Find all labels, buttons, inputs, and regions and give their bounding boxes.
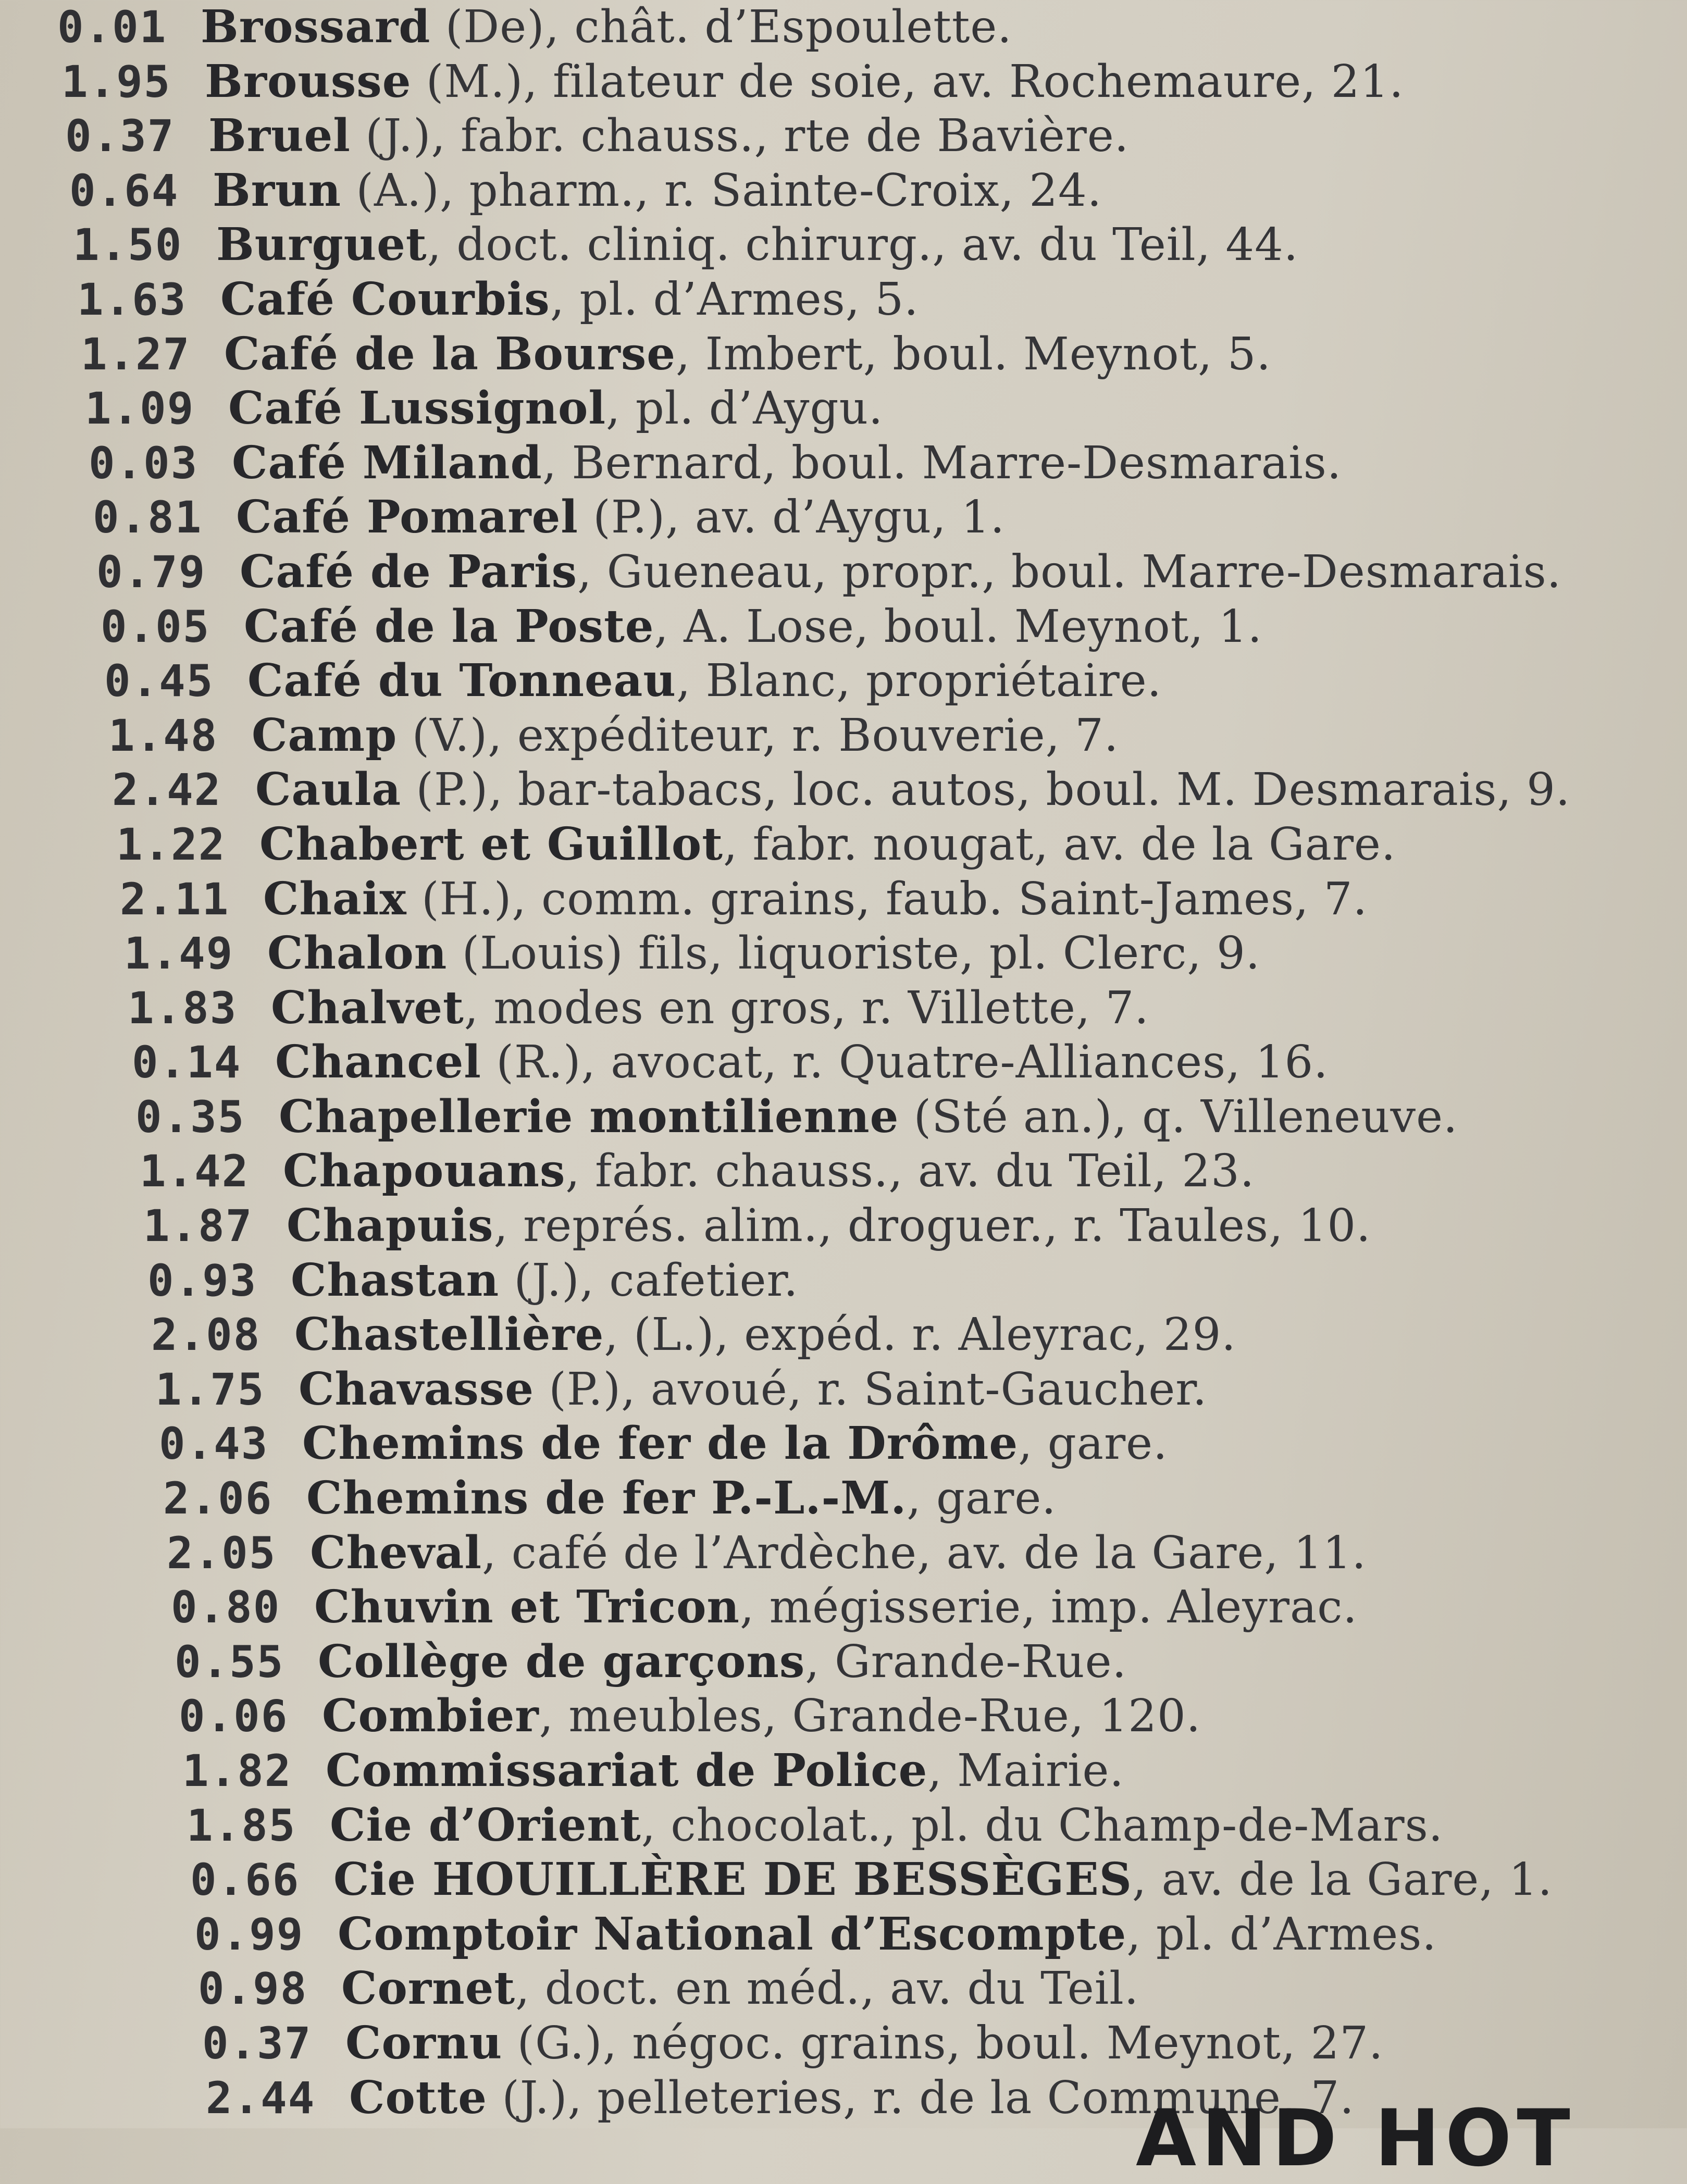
entry-name: Café de Paris — [240, 545, 578, 598]
entry-description: , fabr. nougat, av. de la Gare. — [723, 818, 1396, 871]
entry-code: 0.66 — [190, 1854, 300, 1906]
directory-entry — [112, 763, 1687, 817]
entry-description: , mégisserie, imp. Aleyrac. — [739, 1581, 1358, 1634]
entry-description: (J.), fabr. chauss., rte de Bavière. — [350, 110, 1130, 163]
entry-name: Cheval — [310, 1526, 482, 1579]
directory-entry — [202, 2016, 1687, 2071]
entry-description: (V.), expéditeur, r. Bouverie, 7. — [397, 709, 1119, 762]
directory-entry — [140, 1144, 1687, 1199]
entry-code: 0.80 — [171, 1582, 281, 1633]
entry-description: , gare. — [1018, 1418, 1168, 1470]
directory-entry — [93, 490, 1687, 545]
entry-code: 1.42 — [140, 1146, 250, 1197]
entry-code: 0.64 — [69, 165, 179, 216]
entry-description: , Mairie. — [927, 1745, 1124, 1797]
entry-name: Comptoir National d’Escompte — [338, 1907, 1127, 1960]
entry-name: Chemins de fer de la Drôme — [302, 1417, 1019, 1470]
directory-entry — [179, 1689, 1687, 1744]
entry-name: Café Miland — [232, 436, 542, 489]
entry-description: , (L.), expéd. r. Aleyrac, 29. — [604, 1309, 1236, 1361]
directory-entry — [132, 1035, 1687, 1090]
directory-entry — [155, 1362, 1687, 1417]
entry-code: 0.01 — [57, 2, 167, 53]
directory-entry — [89, 436, 1683, 491]
entry-name: Chancel — [275, 1036, 481, 1089]
entry-code: 0.99 — [194, 1908, 304, 1960]
entry-description: (R.), avocat, r. Quatre-Alliances, 16. — [481, 1036, 1329, 1089]
entry-description: (Louis) fils, liquoriste, pl. Clerc, 9. — [447, 927, 1261, 980]
entry-name: Cotte — [349, 2071, 487, 2124]
directory-entry — [85, 381, 1679, 436]
entry-description: , av. de la Gare, 1. — [1132, 1854, 1553, 1906]
entry-name: Brousse — [205, 55, 412, 108]
entry-description: (H.), comm. grains, faub. Saint-James, 7. — [406, 873, 1368, 925]
directory-entry — [159, 1417, 1687, 1471]
entry-description: , Blanc, propriétaire. — [676, 655, 1162, 708]
entry-description: (A.), pharm., r. Sainte-Croix, 24. — [341, 164, 1102, 217]
entry-name: Chaix — [263, 872, 407, 925]
entry-description: (P.), bar-tabacs, loc. autos, boul. M. Desmarais, 9. — [401, 764, 1571, 816]
directory-entry — [57, 0, 1652, 55]
entry-code: 1.50 — [73, 219, 183, 271]
entry-description: (M.), filateur de soie, av. Rochemaure, 21. — [411, 55, 1404, 108]
directory-entry — [187, 1798, 1687, 1853]
entry-name: Chapuis — [287, 1199, 494, 1252]
entry-code: 2.42 — [112, 764, 222, 816]
entry-description: , représ. alim., droguer., r. Taules, 10. — [493, 1200, 1371, 1252]
entry-name: Bruel — [208, 109, 351, 163]
entry-name: Café du Tonneau — [247, 654, 676, 708]
entry-name: Brun — [213, 164, 342, 217]
entry-description: , Imbert, boul. Meynot, 5. — [675, 328, 1271, 380]
entry-code: 0.43 — [159, 1418, 269, 1470]
entry-name: Brossard — [201, 1, 431, 53]
business-directory-list — [57, 0, 1652, 2125]
entry-name: Cie d’Orient — [330, 1798, 641, 1852]
directory-entry — [198, 1962, 1687, 2016]
entry-name: Chemins de fer P.-L.-M. — [306, 1472, 907, 1525]
entry-description: , café de l’Ardèche, av. de la Gare, 11. — [482, 1527, 1367, 1579]
entry-code: 2.05 — [167, 1527, 277, 1579]
entry-name: Chabert et Guillot — [259, 817, 723, 871]
entry-name: Chalon — [267, 927, 448, 980]
entry-name: Camp — [252, 709, 398, 762]
directory-entry — [163, 1471, 1687, 1526]
entry-name: Commissariat de Police — [326, 1744, 928, 1797]
entry-code: 0.81 — [93, 492, 203, 543]
entry-code: 1.48 — [108, 710, 218, 761]
entry-description: (J.), pelleteries, r. de la Commune, 7. — [487, 2071, 1355, 2124]
entry-code: 0.45 — [104, 655, 214, 707]
entry-description: (Sté an.), q. Villeneuve. — [899, 1090, 1458, 1143]
entry-name: Burguet — [216, 218, 427, 271]
entry-code: 2.11 — [120, 873, 230, 925]
entry-code: 0.37 — [65, 110, 175, 162]
entry-name: Cornu — [345, 2016, 503, 2069]
entry-code: 0.35 — [135, 1091, 245, 1143]
entry-description: (J.), cafetier. — [499, 1254, 799, 1307]
entry-description: , modes en gros, r. Villette, 7. — [464, 982, 1149, 1034]
directory-entry — [147, 1254, 1687, 1308]
entry-description: , A. Lose, boul. Meynot, 1. — [654, 600, 1262, 653]
entry-description: , gare. — [907, 1472, 1057, 1525]
entry-description: , chocolat., pl. du Champ-de-Mars. — [641, 1799, 1444, 1852]
entry-name: Chavasse — [299, 1362, 534, 1416]
directory-entry — [143, 1199, 1687, 1254]
directory-entry — [65, 109, 1659, 164]
entry-code: 1.87 — [143, 1200, 253, 1252]
entry-code: 0.93 — [147, 1255, 257, 1306]
entry-code: 0.14 — [132, 1037, 242, 1088]
entry-code: 1.82 — [182, 1745, 292, 1796]
directory-entry — [116, 817, 1687, 872]
entry-code: 1.49 — [124, 928, 234, 979]
directory-entry — [69, 164, 1664, 218]
entry-code: 0.06 — [179, 1691, 289, 1742]
entry-description: , pl. d’Armes. — [1126, 1908, 1437, 1960]
directory-entry — [73, 218, 1667, 272]
directory-entry — [194, 1907, 1687, 1962]
entry-name: Collège de garçons — [318, 1635, 805, 1688]
directory-entry — [171, 1580, 1687, 1635]
entry-code: 1.95 — [61, 56, 171, 107]
footer-banner-text: AND HOT — [1136, 2093, 1576, 2184]
entry-code: 1.63 — [77, 274, 187, 325]
entry-code: 1.27 — [81, 328, 191, 380]
entry-name: Cie HOUILLÈRE DE BESSÈGES — [333, 1853, 1132, 1906]
entry-code: 0.03 — [89, 437, 199, 489]
entry-name: Chastellière — [294, 1308, 604, 1361]
entry-description: , Bernard, boul. Marre-Desmarais. — [542, 437, 1342, 489]
directory-entry — [61, 55, 1656, 109]
entry-description: , pl. d’Aygu. — [606, 382, 884, 435]
entry-description: (De), chât. d’Espoulette. — [430, 1, 1012, 53]
entry-code: 2.44 — [206, 2072, 316, 2124]
entry-name: Chapouans — [283, 1145, 566, 1198]
entry-code: 2.06 — [163, 1473, 273, 1524]
entry-name: Caula — [255, 763, 402, 816]
entry-name: Café Pomarel — [236, 491, 578, 544]
entry-name: Cornet — [341, 1962, 516, 2015]
entry-code: 1.83 — [128, 982, 238, 1034]
entry-code: 1.85 — [187, 1800, 296, 1851]
entry-code: 0.98 — [198, 1963, 308, 2015]
entry-name: Chalvet — [271, 981, 464, 1034]
entry-description: (G.), négoc. grains, boul. Meynot, 27. — [502, 2017, 1384, 2069]
entry-name: Chastan — [291, 1254, 500, 1307]
directory-entry — [81, 327, 1675, 382]
entry-description: (P.), av. d’Aygu, 1. — [578, 491, 1005, 544]
entry-description: , doct. en méd., av. du Teil. — [515, 1963, 1139, 2015]
entry-code: 1.75 — [155, 1363, 265, 1415]
entry-name: Café de la Bourse — [224, 327, 676, 380]
entry-name: Café de la Poste — [244, 600, 654, 653]
entry-description: , pl. d’Armes, 5. — [550, 273, 919, 326]
entry-description: , doct. cliniq. chirurg., av. du Teil, 44. — [427, 219, 1299, 271]
entry-name: Chapellerie montilienne — [279, 1090, 899, 1143]
directory-entry — [182, 1744, 1687, 1798]
directory-entry — [190, 1853, 1687, 1907]
directory-entry — [77, 272, 1671, 327]
entry-code: 1.09 — [85, 383, 195, 435]
directory-entry — [108, 709, 1687, 763]
entry-description: , meubles, Grande-Rue, 120. — [539, 1690, 1201, 1743]
directory-entry — [128, 981, 1687, 1036]
directory-entry — [120, 872, 1687, 927]
entry-code: 0.05 — [101, 601, 210, 652]
entry-code: 0.79 — [96, 546, 206, 598]
entry-name: Combier — [322, 1690, 539, 1743]
entry-code: 2.08 — [151, 1309, 261, 1361]
directory-entry — [96, 545, 1687, 600]
entry-name: Café Courbis — [220, 272, 550, 326]
directory-entry — [167, 1526, 1687, 1581]
entry-description: , fabr. chauss., av. du Teil, 23. — [565, 1145, 1255, 1198]
directory-entry — [175, 1635, 1687, 1690]
entry-code: 1.22 — [116, 818, 226, 870]
entry-name: Café Lussignol — [228, 382, 606, 435]
entry-code: 0.55 — [175, 1636, 284, 1687]
directory-entry — [101, 600, 1687, 654]
entry-description: (P.), avoué, r. Saint-Gaucher. — [534, 1363, 1208, 1416]
entry-description: , Gueneau, propr., boul. Marre-Desmarais. — [577, 545, 1562, 598]
entry-description: , Grande-Rue. — [805, 1635, 1127, 1688]
directory-entry — [124, 926, 1687, 981]
entry-name: Chuvin et Tricon — [314, 1581, 740, 1634]
directory-entry — [104, 654, 1687, 709]
directory-entry — [135, 1090, 1687, 1145]
directory-entry — [151, 1308, 1687, 1362]
entry-code: 0.37 — [202, 2017, 312, 2069]
